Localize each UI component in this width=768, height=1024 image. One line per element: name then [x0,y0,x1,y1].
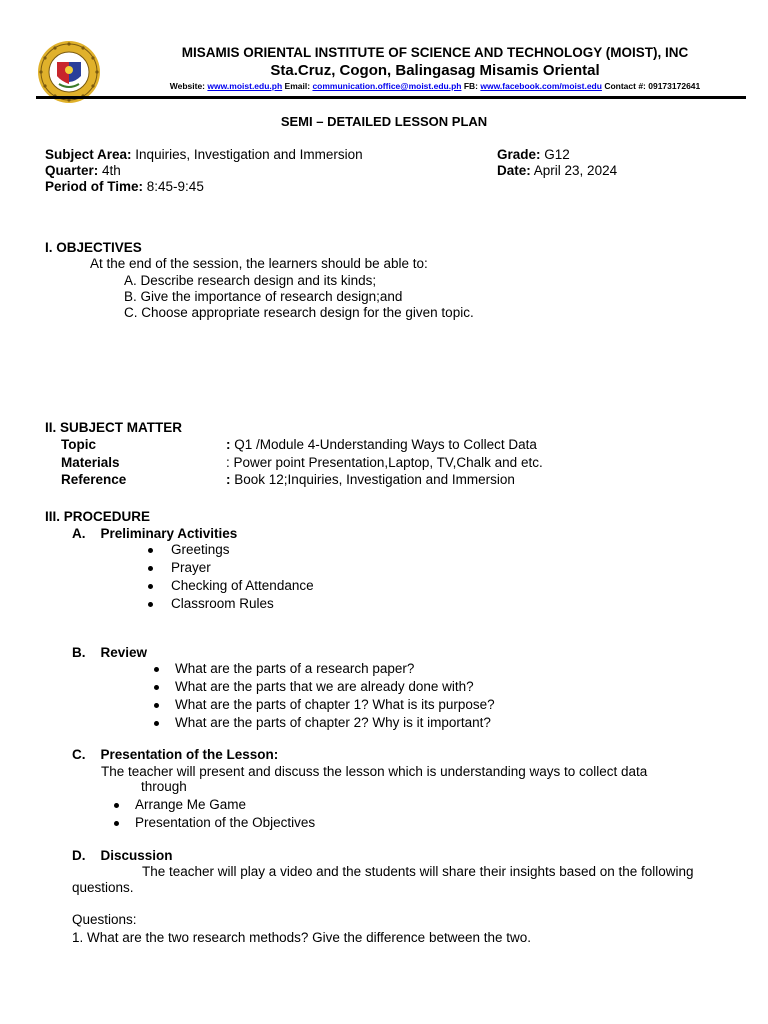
list-item: Arrange Me Game [114,797,246,812]
list-item: Greetings [148,542,230,557]
objective-item: C. Choose appropriate research design for the given topic. [124,305,474,320]
document-title: SEMI – DETAILED LESSON PLAN [280,114,488,129]
bullet-icon [114,803,119,808]
quarter: Quarter: 4th [45,163,121,178]
bullet-icon [154,721,159,726]
bullet-icon [114,821,119,826]
bullet-icon [154,703,159,708]
questions-label: Questions: [72,912,137,927]
list-item: What are the parts of a research paper? [154,661,414,676]
presentation-text: The teacher will present and discuss the lesson which is understanding ways to collect data [101,764,648,779]
institution-name: MISAMIS ORIENTAL INSTITUTE OF SCIENCE AND TECHNOLOGY (MOIST), INC [181,45,689,60]
presentation-text-cont: through [141,779,187,794]
website-label: Website: [169,81,206,91]
email-link[interactable]: communication.office@moist.edu.ph [312,81,462,91]
header-divider [36,96,746,99]
subject-matter-heading: II. SUBJECT MATTER [45,420,183,435]
contact-number: 09173172641 [648,81,701,91]
subject-area: Subject Area: Inquiries, Investigation and Immersion [45,147,363,162]
institution-address: Sta.Cruz, Cogon, Balingasag Misamis Oriental [270,62,600,79]
list-item: Classroom Rules [148,596,274,611]
list-item: What are the parts that we are already done with? [154,679,474,694]
period-of-time: Period of Time: 8:45-9:45 [45,179,204,194]
list-item: What are the parts of chapter 1? What is its purpose? [154,697,495,712]
bullet-icon [148,584,153,589]
review-heading: B. Review [72,645,148,660]
materials-value: : Power point Presentation,Laptop, TV,Chalk and etc. [226,455,543,470]
bullet-icon [148,566,153,571]
preliminary-heading: A. Preliminary Activities [72,526,238,541]
objectives-heading: I. OBJECTIVES [45,240,142,255]
contact-line [110,81,760,91]
email-label: Email: [284,81,311,91]
objective-item: A. Describe research design and its kinds; [124,273,377,288]
fb-link[interactable]: www.facebook.com/moist.edu [480,81,602,91]
list-item: Checking of Attendance [148,578,314,593]
grade: Grade: G12 [497,147,570,162]
list-item: Presentation of the Objectives [114,815,315,830]
question-item: 1. What are the two research methods? Give the difference between the two. [72,930,532,945]
bullet-icon [148,548,153,553]
bullet-icon [154,667,159,672]
discussion-heading: D. Discussion [72,848,173,863]
discussion-text: The teacher will play a video and the students will share their insights based on the following [142,864,694,879]
topic-label: Topic [61,437,96,452]
bullet-icon [154,685,159,690]
objectives-intro: At the end of the session, the learners should be able to: [90,256,428,271]
contact-label: Contact #: [604,81,646,91]
presentation-heading: C. Presentation of the Lesson: [72,747,279,762]
list-item: What are the parts of chapter 2? Why is it important? [154,715,491,730]
procedure-heading: III. PROCEDURE [45,509,151,524]
date: Date: April 23, 2024 [497,163,618,178]
reference-value: : Book 12;Inquiries, Investigation and Immersion [226,472,515,487]
reference-label: Reference [61,472,127,487]
website-link[interactable]: www.moist.edu.ph [207,81,283,91]
discussion-text-cont: questions. [72,880,134,895]
topic-value: : Q1 /Module 4-Understanding Ways to Collect Data [226,437,537,452]
materials-label: Materials [61,455,120,470]
objective-item: B. Give the importance of research design;and [124,289,403,304]
list-item: Prayer [148,560,211,575]
school-seal-logo [37,40,101,104]
bullet-icon [148,602,153,607]
fb-label: FB: [463,81,479,91]
